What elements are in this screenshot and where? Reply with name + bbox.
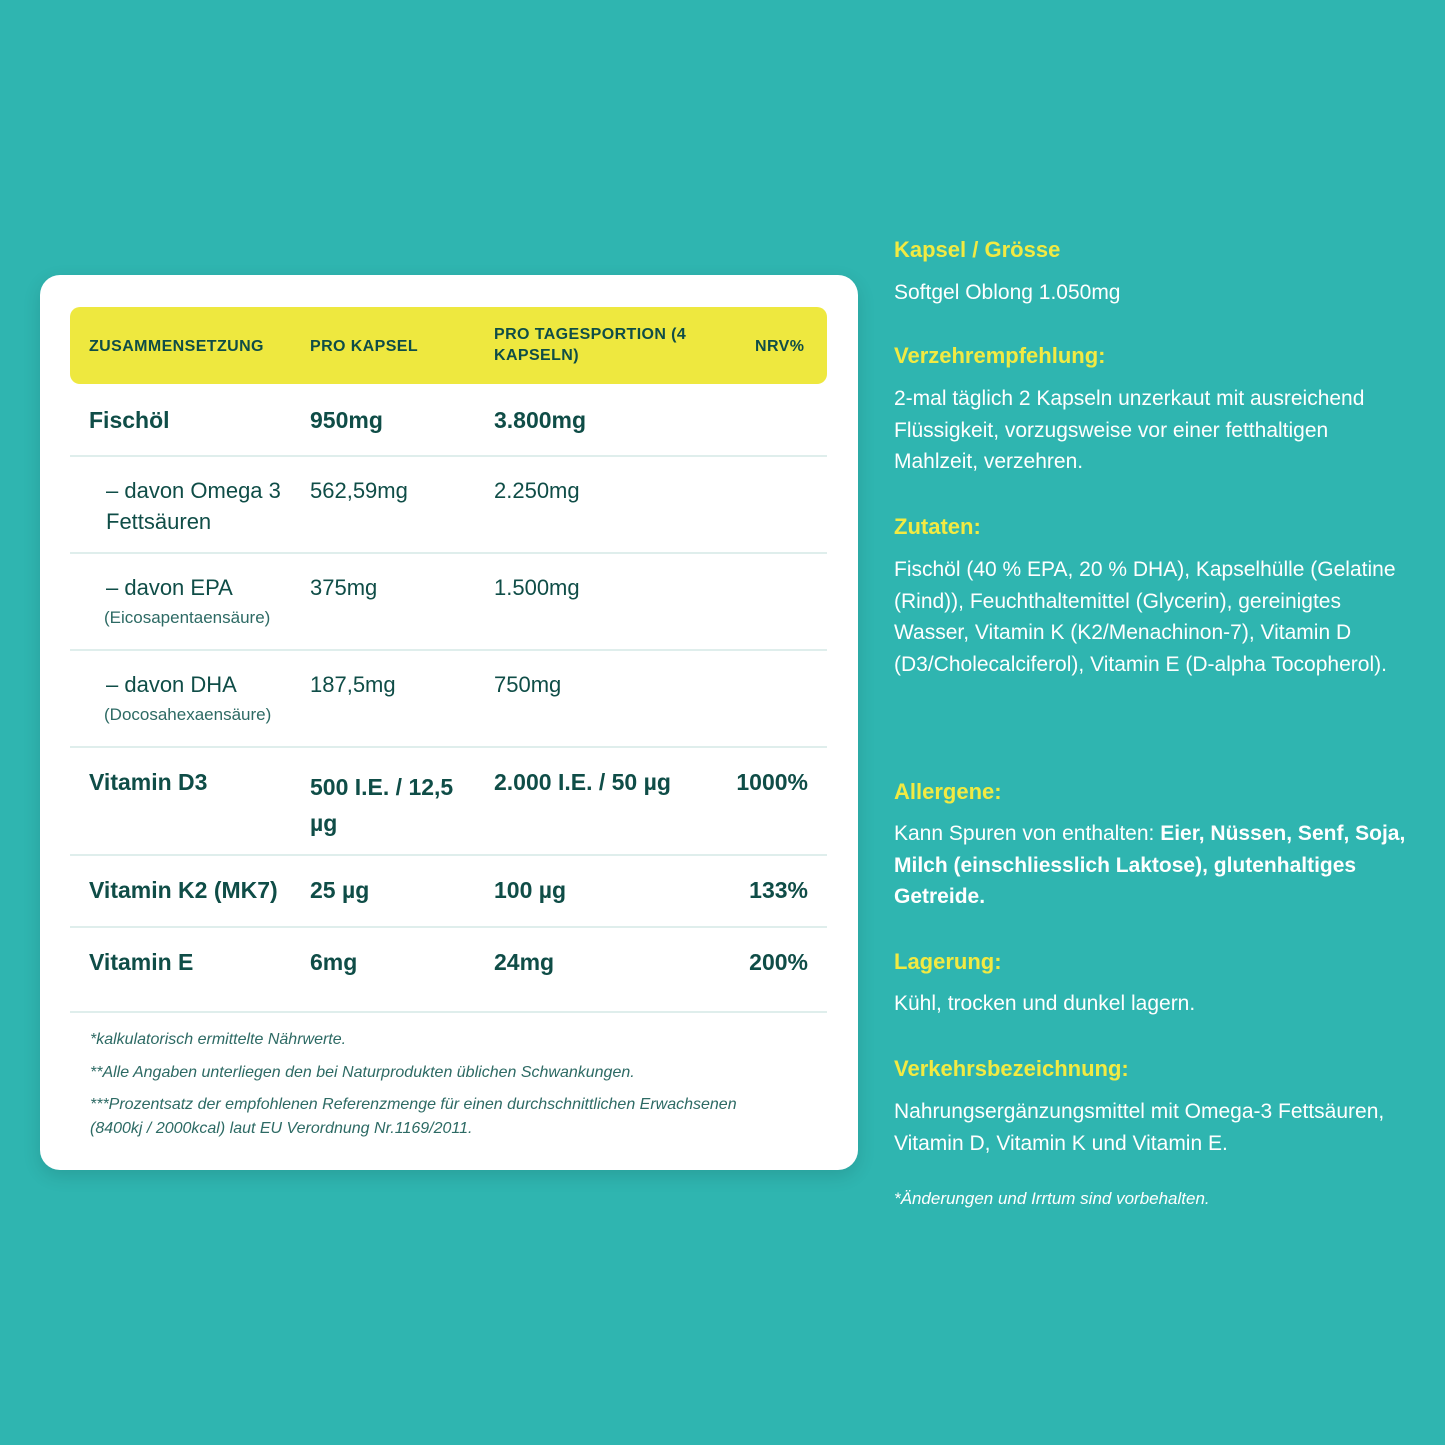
row-epa-sub: (Eicosapentaensäure) xyxy=(104,608,271,627)
ingredients-title: Zutaten: xyxy=(894,514,981,539)
row-separator xyxy=(70,552,827,554)
row-k2-capsule: 25 µg xyxy=(310,877,370,903)
row-dha-sub: (Docosahexaensäure) xyxy=(104,705,272,724)
ingredients-text: Fischöl (40 % EPA, 20 % DHA), Kapselhülle (Gelatine (Rind)), Feuchthaltemittel (Glycerin), gereinigtes Wasser, Vitamin K (K2/Menachinon-7), Vitamin D (D3/Cholecalciferol), Vitamin E (D-alpha Tocopherol). xyxy=(894,558,1396,676)
row-separator xyxy=(70,746,827,748)
header-per-capsule: PRO KAPSEL xyxy=(310,338,419,355)
dosage-text: 2-mal täglich 2 Kapseln unzerkaut mit ausreichend Flüssigkeit, vorzugsweise vor einer fetthaltigen Mahlzeit, verzehren. xyxy=(894,387,1365,473)
row-dha-name: – davon DHA xyxy=(106,672,237,697)
row-omega3-capsule: 562,59mg xyxy=(310,478,408,503)
footnote-2: **Alle Angaben unterliegen den bei Naturprodukten üblichen Schwankungen. xyxy=(90,1064,635,1081)
capsule-size-text: Softgel Oblong 1.050mg xyxy=(894,281,1121,304)
allergens-prefix: Kann Spuren von enthalten: xyxy=(894,822,1161,845)
row-epa-day: 1.500mg xyxy=(494,575,580,600)
header-nrv: NRV% xyxy=(755,338,805,355)
row-separator xyxy=(70,649,827,651)
row-d3-capsule: 500 I.E. / 12,5 µg xyxy=(310,774,454,836)
footnote-1: *kalkulatorisch ermittelte Nährwerte. xyxy=(90,1031,347,1048)
nutrition-card xyxy=(40,275,858,1170)
row-k2-nrv: 133% xyxy=(749,877,808,903)
capsule-size-title: Kapsel / Grösse xyxy=(894,237,1061,262)
storage-title: Lagerung: xyxy=(894,949,1002,974)
table-header xyxy=(70,307,827,384)
header-per-day: PRO TAGESPORTION (4 KAPSELN) xyxy=(494,326,687,364)
row-epa-name: – davon EPA xyxy=(106,575,233,600)
designation-text: Nahrungsergänzungsmittel mit Omega-3 Fettsäuren, Vitamin D, Vitamin K und Vitamin E. xyxy=(894,1100,1385,1155)
row-separator xyxy=(70,1011,827,1013)
allergens-list: Eier, Nüssen, Senf, Soja, Milch (einschliesslich Laktose), glutenhaltiges Getreide. xyxy=(894,822,1406,908)
allergens-title: Allergene: xyxy=(894,779,1002,804)
row-k2-day: 100 µg xyxy=(494,877,567,903)
row-e-capsule: 6mg xyxy=(310,949,358,975)
row-fischoel-day: 3.800mg xyxy=(494,407,587,433)
row-d3-nrv: 1000% xyxy=(736,769,808,795)
footnote-3: ***Prozentsatz der empfohlenen Referenzmenge für einen durchschnittlichen Erwachsenen (8400kj / 2000kcal) laut EU Verordnung Nr.1169/2011. xyxy=(90,1096,737,1137)
row-e-day: 24mg xyxy=(494,949,555,975)
row-d3-name: Vitamin D3 xyxy=(89,769,208,795)
row-separator xyxy=(70,455,827,457)
row-k2-name: Vitamin K2 (MK7) xyxy=(89,877,278,903)
header-composition: ZUSAMMENSETZUNG xyxy=(89,338,264,355)
row-e-name: Vitamin E xyxy=(89,949,194,975)
row-dha-capsule: 187,5mg xyxy=(310,672,396,697)
row-fischoel-capsule: 950mg xyxy=(310,407,383,433)
row-separator xyxy=(70,926,827,928)
disclaimer: *Änderungen und Irrtum sind vorbehalten. xyxy=(894,1189,1210,1208)
row-omega3-day: 2.250mg xyxy=(494,478,580,503)
row-d3-day: 2.000 I.E. / 50 µg xyxy=(494,769,671,795)
row-separator xyxy=(70,854,827,856)
row-dha-day: 750mg xyxy=(494,672,562,697)
designation-title: Verkehrsbezeichnung: xyxy=(894,1056,1129,1081)
row-e-nrv: 200% xyxy=(749,949,808,975)
row-epa-capsule: 375mg xyxy=(310,575,378,600)
row-fischoel-name: Fischöl xyxy=(89,407,170,433)
allergens-text xyxy=(894,818,1414,913)
dosage-title: Verzehrempfehlung: xyxy=(894,343,1106,368)
storage-text: Kühl, trocken und dunkel lagern. xyxy=(894,992,1196,1015)
row-omega3-name: – davon Omega 3 Fettsäuren xyxy=(106,478,281,534)
